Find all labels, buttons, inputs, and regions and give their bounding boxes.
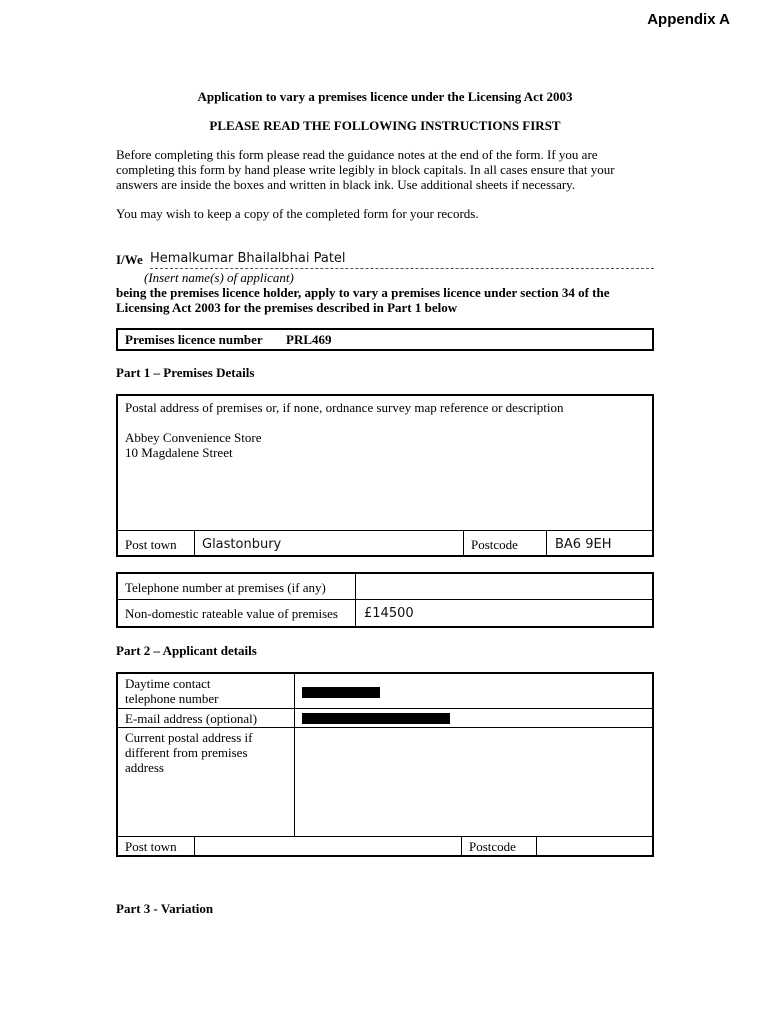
iwe-label: I/We [116, 252, 143, 267]
row-divider [117, 708, 653, 709]
row-divider [117, 599, 653, 600]
rateable-value-label: Non-domestic rateable value of premises [125, 606, 338, 621]
postcode-label: Postcode [471, 537, 518, 552]
premises-address-label: Postal address of premises or, if none, ordnance survey map reference or description [125, 400, 564, 415]
current-address-label [125, 730, 252, 775]
applicant-name-underline [150, 268, 654, 269]
cell-divider [194, 836, 195, 856]
licence-number-field[interactable]: PRL469 [286, 332, 332, 347]
licence-number-label: Premises licence number [125, 332, 263, 347]
rateable-value-field[interactable]: £14500 [364, 606, 414, 621]
licence-holder-statement: being the premises licence holder, apply to vary a premises licence under section 34 of the Licensing Act 2003 for the premises described in Part 1 below [116, 285, 610, 315]
appendix-label: Appendix A [647, 11, 730, 28]
redacted-phone-field[interactable] [302, 687, 380, 698]
cell-divider [355, 573, 356, 627]
applicant-postcode-field[interactable] [538, 838, 652, 855]
current-address-label-line2: different from premises [125, 745, 248, 760]
daytime-phone-label-line1: Daytime contact [125, 676, 211, 691]
cell-divider [194, 530, 195, 556]
premises-address-box [116, 394, 654, 557]
cell-divider [461, 836, 462, 856]
row-divider [117, 727, 653, 728]
row-divider [117, 836, 653, 837]
applicant-post-town-label: Post town [125, 839, 177, 854]
part1-heading: Part 1 – Premises Details [116, 365, 255, 380]
premises-divider [117, 530, 653, 531]
premises-address-line2[interactable]: 10 Magdalene Street [125, 445, 233, 460]
part3-heading: Part 3 - Variation [116, 901, 214, 916]
current-address-field[interactable] [296, 729, 652, 835]
daytime-phone-label-line2: telephone number [125, 691, 219, 706]
redacted-email-field[interactable] [302, 713, 450, 724]
applicant-postcode-label: Postcode [469, 839, 516, 854]
postcode-field[interactable]: BA6 9EH [555, 537, 612, 552]
current-address-label-line1: Current postal address if [125, 730, 253, 745]
cell-divider [463, 530, 464, 556]
post-town-label: Post town [125, 537, 177, 552]
cell-divider [294, 673, 295, 836]
part2-heading: Part 2 – Applicant details [116, 643, 257, 658]
premises-telephone-label: Telephone number at premises (if any) [125, 580, 326, 595]
premises-address-line1[interactable]: Abbey Convenience Store [125, 430, 262, 445]
applicant-name-field[interactable]: Hemalkumar Bhailalbhai Patel [150, 251, 346, 266]
email-label: E-mail address (optional) [125, 711, 258, 726]
keep-copy-note: You may wish to keep a copy of the completed form for your records. [116, 206, 479, 221]
form-title: Application to vary a premises licence under the Licensing Act 2003 [197, 89, 573, 104]
cell-divider [546, 530, 547, 556]
instructions-text: Before completing this form please read the guidance notes at the end of the form. If you are completing this form by hand please write legibly in block capitals. In all cases ensure that your answers are inside the boxes and written in black ink. Use additional sheets if necessary. [116, 147, 615, 192]
instructions-heading: PLEASE READ THE FOLLOWING INSTRUCTIONS FIRST [209, 118, 561, 133]
daytime-phone-label [125, 676, 219, 706]
cell-divider [536, 836, 537, 856]
post-town-field[interactable]: Glastonbury [202, 537, 282, 552]
applicant-post-town-field[interactable] [196, 838, 460, 855]
current-address-label-line3: address [125, 760, 164, 775]
insert-name-hint: (Insert name(s) of applicant) [144, 270, 294, 285]
